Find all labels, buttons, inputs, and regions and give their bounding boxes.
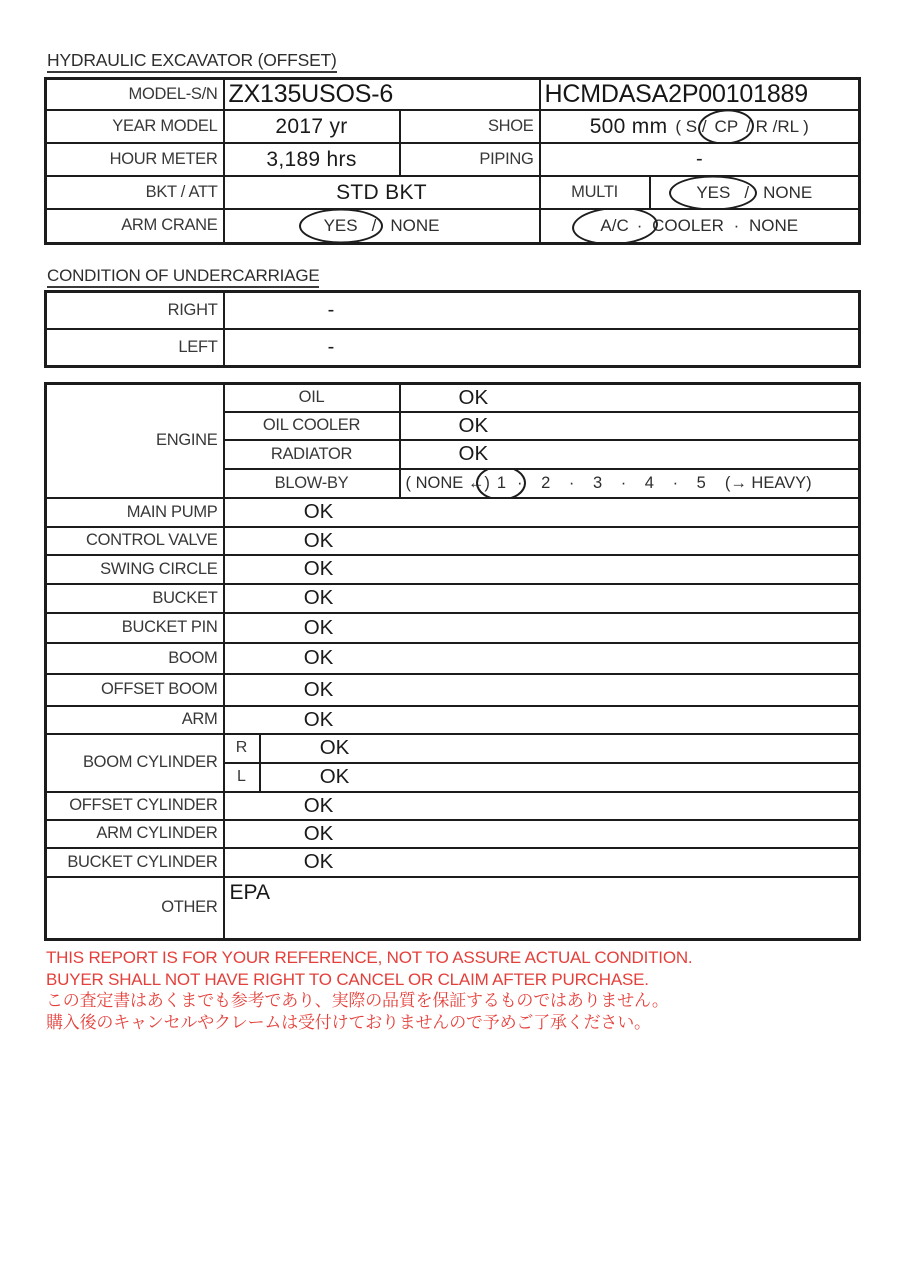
checklist-row-label: ARM xyxy=(46,706,224,734)
cooling-value-cell xyxy=(540,209,860,243)
boom-cylinder-left-side-label: L xyxy=(224,763,260,792)
boom-cylinder-right-side-label: R xyxy=(224,734,260,763)
boom-cylinder-label: BOOM CYLINDER xyxy=(46,734,224,792)
boom-cylinder-left-value-cell xyxy=(260,763,860,792)
checklist-row-value: OK xyxy=(303,615,334,639)
other-label: OTHER xyxy=(46,877,224,940)
boom-cylinder-left-value: OK xyxy=(319,765,350,788)
bucket-cylinder-row xyxy=(46,848,860,877)
engine-radiator-label: RADIATOR xyxy=(224,440,400,469)
undercarriage-heading: CONDITION OF UNDERCARRIAGE xyxy=(47,266,319,288)
undercarriage-left-value-cell xyxy=(224,329,860,367)
disclaimer-line-jp: この査定書はあくまでも参考であり、実際の品質を保証するものではありません。 xyxy=(46,991,669,1011)
bkt-multi-row xyxy=(46,176,860,209)
undercarriage-right-value-cell xyxy=(224,292,860,329)
swing-circle-row xyxy=(46,555,860,584)
blowby-scale-prefix: ( NONE ←) xyxy=(405,473,490,492)
undercarriage-right-row xyxy=(46,292,860,329)
blowby-scale-levels: · 2 · 3 · 4 · 5 xyxy=(517,473,706,492)
checklist-row-label: BUCKET PIN xyxy=(46,613,224,643)
bucket-row xyxy=(46,584,860,613)
checklist-row-label: BUCKET xyxy=(46,584,224,613)
checklist-row-value-cell xyxy=(224,498,860,527)
blowby-scale-suffix: (→ HEAVY) xyxy=(724,473,812,492)
model-sn-label: MODEL-S/N xyxy=(46,79,224,111)
offset-boom-row xyxy=(46,674,860,706)
checklist-row-value-cell xyxy=(224,584,860,613)
serial-number-value: HCMDASA2P00101889 xyxy=(540,79,860,111)
checklist-row-value-cell xyxy=(224,613,860,643)
checklist-row-label: SWING CIRCLE xyxy=(46,555,224,584)
undercarriage-right-value: - xyxy=(327,298,335,321)
engine-radiator-value: OK xyxy=(400,440,860,469)
hour-piping-row xyxy=(46,143,860,176)
piping-value: - xyxy=(540,143,860,176)
shoe-label: SHOE xyxy=(400,110,540,143)
checklist-row-value-cell xyxy=(224,820,860,848)
blowby-scale xyxy=(406,474,859,493)
blowby-scale-cell xyxy=(400,469,860,498)
year-model-value: 2017 yr xyxy=(224,110,400,143)
arm-row xyxy=(46,706,860,734)
checklist-row-value: OK xyxy=(303,793,334,817)
checklist-row-label: MAIN PUMP xyxy=(46,498,224,527)
shoe-value-cell xyxy=(540,110,860,143)
blowby-selected-level: 1 xyxy=(496,473,507,492)
multi-value-cell xyxy=(650,176,860,209)
blowby-label: BLOW-BY xyxy=(224,469,400,498)
year-model-label: YEAR MODEL xyxy=(46,110,224,143)
checklist-row-value: OK xyxy=(303,500,334,523)
multi-value xyxy=(651,183,859,203)
offset-cylinder-row xyxy=(46,792,860,820)
scan-artifact-line xyxy=(224,791,398,793)
main-pump-row xyxy=(46,498,860,527)
checklist-row-value-cell xyxy=(224,792,860,820)
shoe-options-post: / R /RL ) xyxy=(746,116,809,136)
checklist-row-label: BOOM xyxy=(46,643,224,674)
undercarriage-left-value: - xyxy=(327,335,335,358)
engine-label: ENGINE xyxy=(46,384,224,498)
checklist-row-value-cell xyxy=(224,706,860,734)
checklist-row-value-cell xyxy=(224,674,860,706)
checklist-row-label: ARM CYLINDER xyxy=(46,820,224,848)
checklist-row-value-cell xyxy=(224,555,860,584)
disclaimer-line: BUYER SHALL NOT HAVE RIGHT TO CANCEL OR CLAIM AFTER PURCHASE. xyxy=(46,969,649,989)
arm-crane-value xyxy=(225,216,539,236)
checklist-row-label: OFFSET CYLINDER xyxy=(46,792,224,820)
page-title: HYDRAULIC EXCAVATOR (OFFSET) xyxy=(47,51,337,73)
bkt-att-label: BKT / ATT xyxy=(46,176,224,209)
checklist-row-value: OK xyxy=(303,850,334,873)
arm-cylinder-row xyxy=(46,820,860,848)
bucket-pin-row xyxy=(46,613,860,643)
multi-option-selected: YES xyxy=(696,182,731,202)
boom-cylinder-right-value-cell xyxy=(260,734,860,763)
checklist-row-label: BUCKET CYLINDER xyxy=(46,848,224,877)
multi-option-none: NONE xyxy=(763,182,813,202)
undercarriage-table xyxy=(44,290,861,368)
machine-info-table xyxy=(44,77,861,245)
arm-crane-label: ARM CRANE xyxy=(46,209,224,243)
checklist-row-value-cell xyxy=(224,527,860,555)
hour-meter-label: HOUR METER xyxy=(46,143,224,176)
cooling-options-rest: · COOLER · NONE xyxy=(636,215,799,235)
piping-label: PIPING xyxy=(400,143,540,176)
undercarriage-right-label: RIGHT xyxy=(46,292,224,329)
undercarriage-left-row xyxy=(46,329,860,367)
cooling-option-selected: A/C xyxy=(600,215,629,235)
model-value: ZX135USOS-6 xyxy=(224,79,540,111)
engine-oil-cooler-label: OIL COOLER xyxy=(224,412,400,440)
undercarriage-left-label: LEFT xyxy=(46,329,224,367)
cooling-value xyxy=(541,216,859,236)
multi-option-separator: / xyxy=(744,182,750,202)
engine-oil-row xyxy=(46,384,860,412)
checklist-row-value: OK xyxy=(303,707,334,731)
disclaimer-line-jp: 購入後のキャンセルやクレームは受付けておりませんので予めご了承ください。 xyxy=(46,1012,651,1032)
checklist-row-value: OK xyxy=(303,586,334,609)
engine-oil-label: OIL xyxy=(224,384,400,412)
other-row xyxy=(46,877,860,940)
checklist-row-value: OK xyxy=(303,677,334,701)
engine-oil-cooler-value: OK xyxy=(400,412,860,440)
boom-row xyxy=(46,643,860,674)
checklist-row-value: OK xyxy=(303,557,334,580)
shoe-size-value: 500 mm xyxy=(589,114,668,138)
checklist-row-label: CONTROL VALVE xyxy=(46,527,224,555)
arm-crane-cooling-row xyxy=(46,209,860,243)
other-value: EPA xyxy=(224,877,860,940)
checklist-row-value: OK xyxy=(303,528,334,552)
arm-crane-value-cell xyxy=(224,209,540,243)
condition-checklist-table xyxy=(44,382,861,941)
disclaimer-block xyxy=(46,947,746,1033)
checklist-row-value: OK xyxy=(303,646,334,669)
multi-label: MULTI xyxy=(540,176,650,209)
arm-crane-option-selected: YES xyxy=(323,215,358,235)
arm-crane-option-none: NONE xyxy=(390,215,440,235)
checklist-row-value-cell xyxy=(224,848,860,877)
arm-crane-option-separator: / xyxy=(371,215,377,235)
boom-cylinder-right-row xyxy=(46,734,860,763)
engine-oil-value: OK xyxy=(400,384,860,412)
shoe-options-pre: ( S / xyxy=(675,116,707,136)
hour-meter-value: 3,189 hrs xyxy=(224,143,400,176)
checklist-row-label: OFFSET BOOM xyxy=(46,674,224,706)
boom-cylinder-right-value: OK xyxy=(319,736,350,759)
checklist-row-value: OK xyxy=(303,821,334,845)
shoe-option-selected: CP xyxy=(714,116,739,136)
year-shoe-row xyxy=(46,110,860,143)
shoe-value xyxy=(541,115,859,139)
disclaimer-line: THIS REPORT IS FOR YOUR REFERENCE, NOT TO ASSURE ACTUAL CONDITION. xyxy=(46,948,693,967)
bkt-att-value: STD BKT xyxy=(224,176,540,209)
checklist-row-value-cell xyxy=(224,643,860,674)
control-valve-row xyxy=(46,527,860,555)
model-sn-row xyxy=(46,79,860,111)
